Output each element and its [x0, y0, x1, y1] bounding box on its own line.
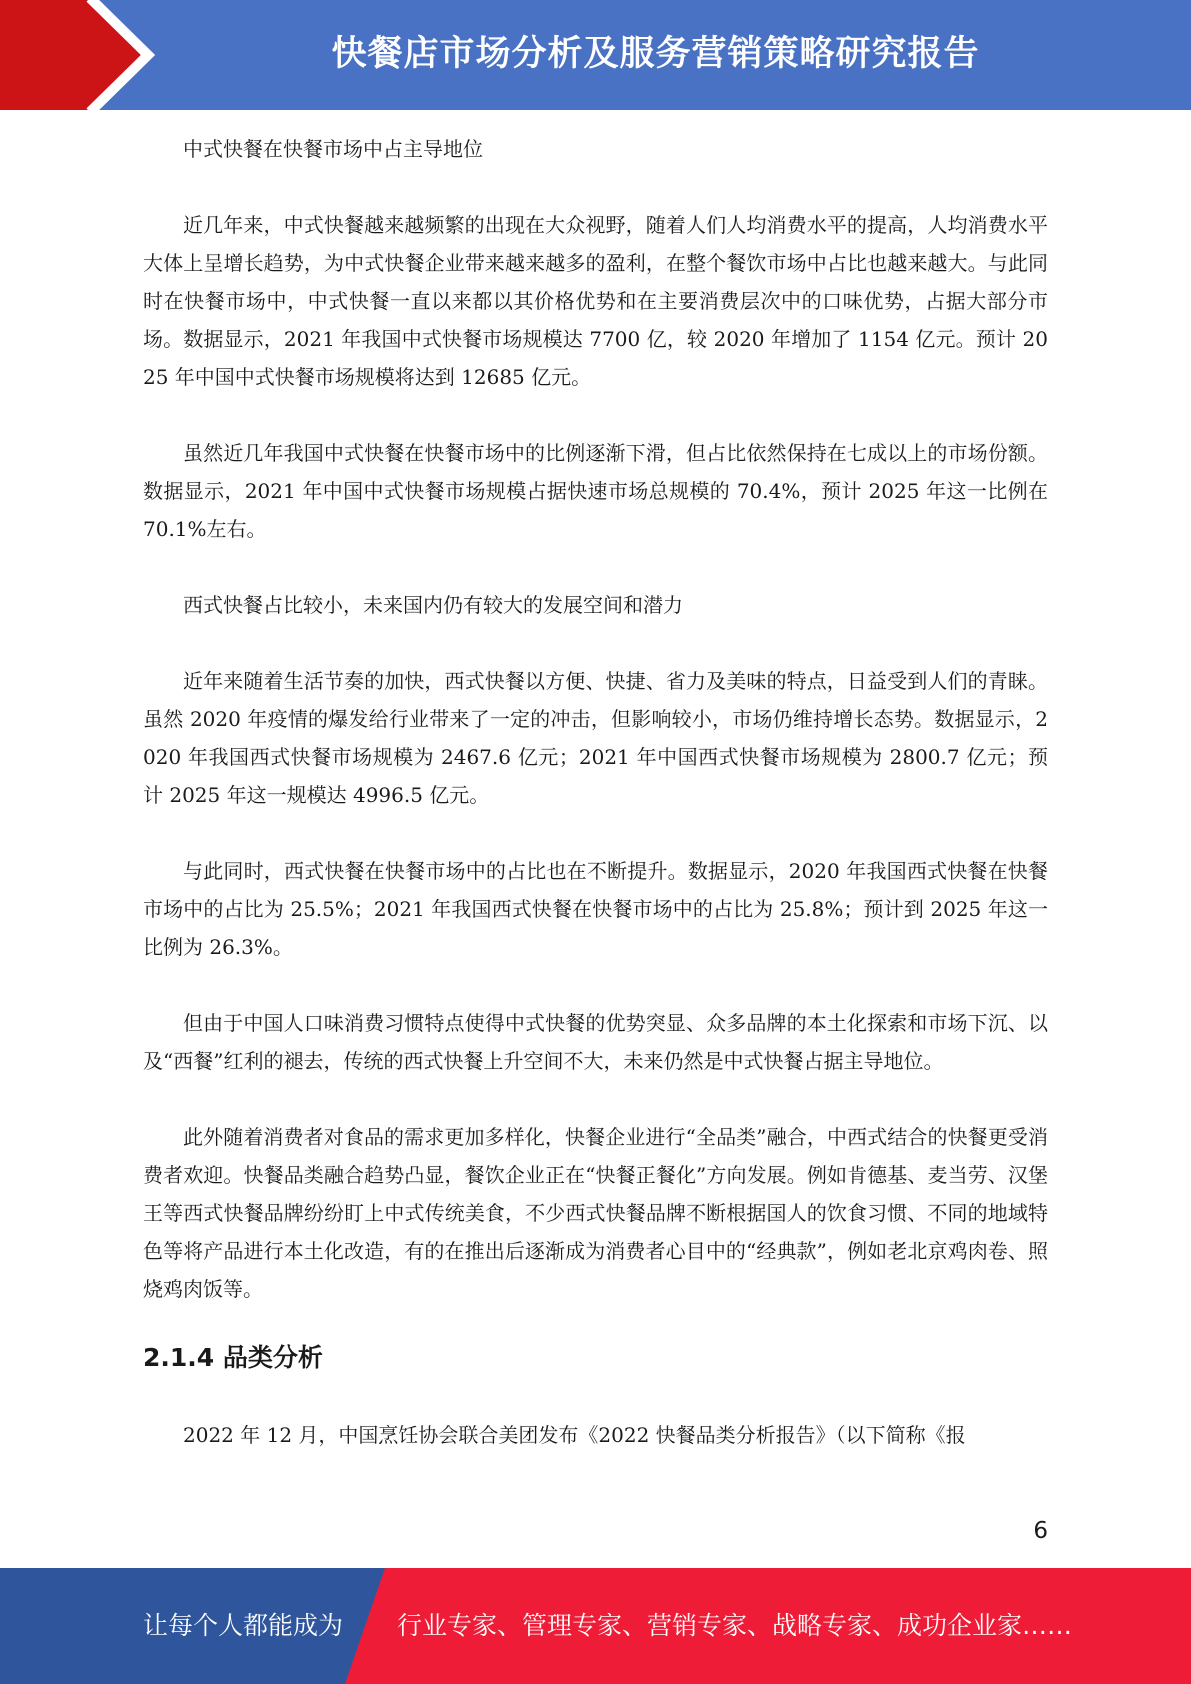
paragraph: 此外随着消费者对食品的需求更加多样化，快餐企业进行“全品类”融合，中西式结合的快餐更受消费者欢迎。快餐品类融合趋势凸显，餐饮企业正在“快餐正餐化”方向发展。例如肯德基、麦当劳、汉堡王等西式快餐品牌纷纷盯上中式传统美食，不少西式快餐品牌不断根据国人的饮食习惯、不同的地域特色等将产品进行本土化改造，有的在推出后逐渐成为消费者心目中的“经典款”，例如老北京鸡肉卷、照烧鸡肉饭等。 — [143, 1125, 1048, 1301]
paragraph: 虽然近几年我国中式快餐在快餐市场中的比例逐渐下滑，但占比依然保持在七成以上的市场份额。数据显示，2021 年中国中式快餐市场规模占据快速市场总规模的 70.4%，预计 2025 年这一比例在 70.1%左右。 — [143, 441, 1048, 541]
chevron-arrow-icon — [0, 0, 160, 110]
paragraph: 但由于中国人口味消费习惯特点使得中式快餐的优势突显、众多品牌的本土化探索和市场下沉、以及“西餐”红利的褪去，传统的西式快餐上升空间不大，未来仍然是中式快餐占据主导地位。 — [143, 1011, 1048, 1073]
paragraph: 与此同时，西式快餐在快餐市场中的占比也在不断提升。数据显示，2020 年我国西式快餐在快餐市场中的占比为 25.5%；2021 年我国西式快餐在快餐市场中的占比为 25.8%；预计到 2025 年这一比例为 26.3%。 — [143, 859, 1048, 959]
subheading-western-fastfood: 西式快餐占比较小，未来国内仍有较大的发展空间和潜力 — [183, 593, 683, 617]
page-number: 6 — [1033, 1518, 1048, 1544]
document-body — [143, 130, 1048, 1492]
footer-slogan-left: 让每个人都能成为 — [143, 1611, 344, 1640]
subheading-chinese-fastfood: 中式快餐在快餐市场中占主导地位 — [183, 137, 483, 161]
paragraph: 近年来随着生活节奏的加快，西式快餐以方便、快捷、省力及美味的特点，日益受到人们的青睐。虽然 2020 年疫情的爆发给行业带来了一定的冲击，但影响较小，市场仍维持增长态势。数据显示，2020 年我国西式快餐市场规模为 2467.6 亿元；2021 年中国西式快餐市场规模为 2800.7 亿元；预计 2025 年这一规模达 4996.5 亿元。 — [143, 669, 1048, 807]
page-header — [0, 0, 1191, 110]
footer-slogan-right: 行业专家、管理专家、营销专家、战略专家、成功企业家…… — [397, 1611, 1073, 1640]
report-title: 快餐店市场分析及服务营销策略研究报告 — [331, 34, 980, 74]
section-heading: 2.1.4 品类分析 — [143, 1343, 323, 1372]
chevron-red-shape — [0, 0, 148, 110]
paragraph: 2022 年 12 月，中国烹饪协会联合美团发布《2022 快餐品类分析报告》（以下简称《报 — [183, 1423, 966, 1447]
page-footer — [0, 1568, 1191, 1684]
paragraph: 近几年来，中式快餐越来越频繁的出现在大众视野，随着人们人均消费水平的提高，人均消费水平大体上呈增长趋势，为中式快餐企业带来越来越多的盈利，在整个餐饮市场中占比也越来越大。与此同时在快餐市场中，中式快餐一直以来都以其价格优势和在主要消费层次中的口味优势，占据大部分市场。数据显示，2021 年我国中式快餐市场规模达 7700 亿，较 2020 年增加了 1154 亿元。预计 2025 年中国中式快餐市场规模将达到 12685 亿元。 — [143, 213, 1048, 389]
